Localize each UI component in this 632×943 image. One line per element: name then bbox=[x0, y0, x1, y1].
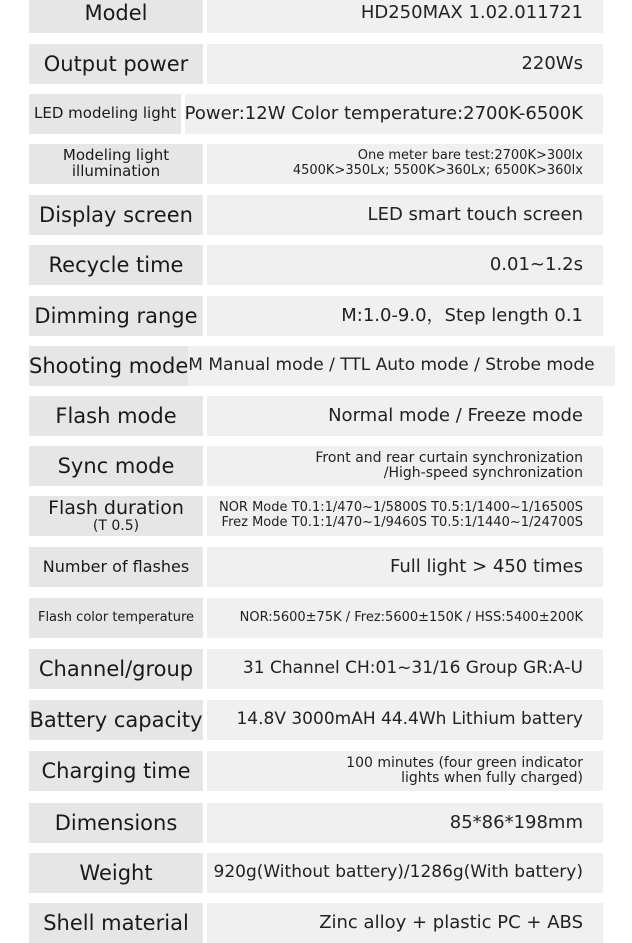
spec-label: Number of flashes bbox=[29, 547, 203, 587]
spec-row-recycle-time bbox=[29, 245, 603, 285]
spec-label: Flash duration (T 0.5) bbox=[29, 496, 203, 536]
spec-value: M Manual mode / TTL Auto mode / Strobe mode bbox=[188, 346, 614, 386]
spec-value: Power:12W Color temperature:2700K-6500K bbox=[185, 94, 603, 134]
spec-row-weight bbox=[29, 853, 603, 893]
spec-row-led-modeling-light bbox=[29, 94, 603, 134]
spec-label: Flash mode bbox=[29, 396, 203, 436]
spec-value: NOR Mode T0.1:1/470~1/5800S T0.5:1/1400~1/16500S Frez Mode T0.1:1/470~1/9460S T0.5:1/1440~1/24700S bbox=[207, 496, 603, 536]
spec-value: Zinc alloy + plastic PC + ABS bbox=[207, 903, 603, 943]
spec-row-shell-material bbox=[29, 903, 603, 943]
spec-row-number-of-flashes bbox=[29, 547, 603, 587]
spec-row-flash-duration bbox=[29, 496, 603, 536]
spec-value: 220Ws bbox=[207, 44, 603, 84]
spec-row-modeling-light-illumination bbox=[29, 144, 603, 184]
spec-value: One meter bare test:2700K>300lx 4500K>350Lx; 5500K>360Lx; 6500K>360lx bbox=[207, 144, 603, 184]
spec-label: Dimensions bbox=[29, 803, 203, 843]
spec-label: LED modeling light bbox=[29, 94, 181, 134]
spec-row-flash-mode bbox=[29, 396, 603, 436]
spec-label: Flash color temperature bbox=[29, 598, 203, 638]
spec-label: Modeling light illumination bbox=[29, 144, 203, 184]
spec-row-sync-mode bbox=[29, 446, 603, 486]
spec-row-model bbox=[29, 0, 603, 33]
spec-value: HD250MAX 1.02.011721 bbox=[207, 0, 603, 33]
spec-label: Battery capacity bbox=[29, 700, 203, 740]
spec-label: Output power bbox=[29, 44, 203, 84]
spec-label: Model bbox=[29, 0, 203, 33]
spec-row-channel-group bbox=[29, 649, 603, 689]
spec-row-shooting-mode bbox=[29, 346, 603, 386]
spec-label: Dimming range bbox=[29, 296, 203, 336]
spec-value: 31 Channel CH:01~31/16 Group GR:A-U bbox=[207, 649, 603, 689]
spec-value: Front and rear curtain synchronization /High-speed synchronization bbox=[207, 446, 603, 486]
spec-value: Normal mode / Freeze mode bbox=[207, 396, 603, 436]
spec-value: 85*86*198mm bbox=[207, 803, 603, 843]
spec-value: M:1.0-9.0，Step length 0.1 bbox=[207, 296, 603, 336]
spec-value: NOR:5600±75K / Frez:5600±150K / HSS:5400±200K bbox=[207, 598, 603, 638]
spec-label: Recycle time bbox=[29, 245, 203, 285]
spec-label: Shooting mode bbox=[29, 346, 188, 386]
spec-value: LED smart touch screen bbox=[207, 195, 603, 235]
spec-label: Display screen bbox=[29, 195, 203, 235]
spec-value: 920g(Without battery)/1286g(With battery) bbox=[207, 853, 603, 893]
spec-row-battery-capacity bbox=[29, 700, 603, 740]
spec-value: 0.01~1.2s bbox=[207, 245, 603, 285]
spec-label: Charging time bbox=[29, 751, 203, 791]
spec-row-flash-color-temperature bbox=[29, 598, 603, 638]
spec-value: Full light > 450 times bbox=[207, 547, 603, 587]
spec-row-dimensions bbox=[29, 803, 603, 843]
spec-label: Shell material bbox=[29, 903, 203, 943]
spec-row-charging-time bbox=[29, 751, 603, 791]
spec-label: Channel/group bbox=[29, 649, 203, 689]
spec-value: 100 minutes (four green indicator lights when fully charged) bbox=[207, 751, 603, 791]
spec-row-display-screen bbox=[29, 195, 603, 235]
spec-label: Weight bbox=[29, 853, 203, 893]
spec-value: 14.8V 3000mAH 44.4Wh Lithium battery bbox=[207, 700, 603, 740]
spec-label: Sync mode bbox=[29, 446, 203, 486]
spec-row-dimming-range bbox=[29, 296, 603, 336]
spec-row-output-power bbox=[29, 44, 603, 84]
